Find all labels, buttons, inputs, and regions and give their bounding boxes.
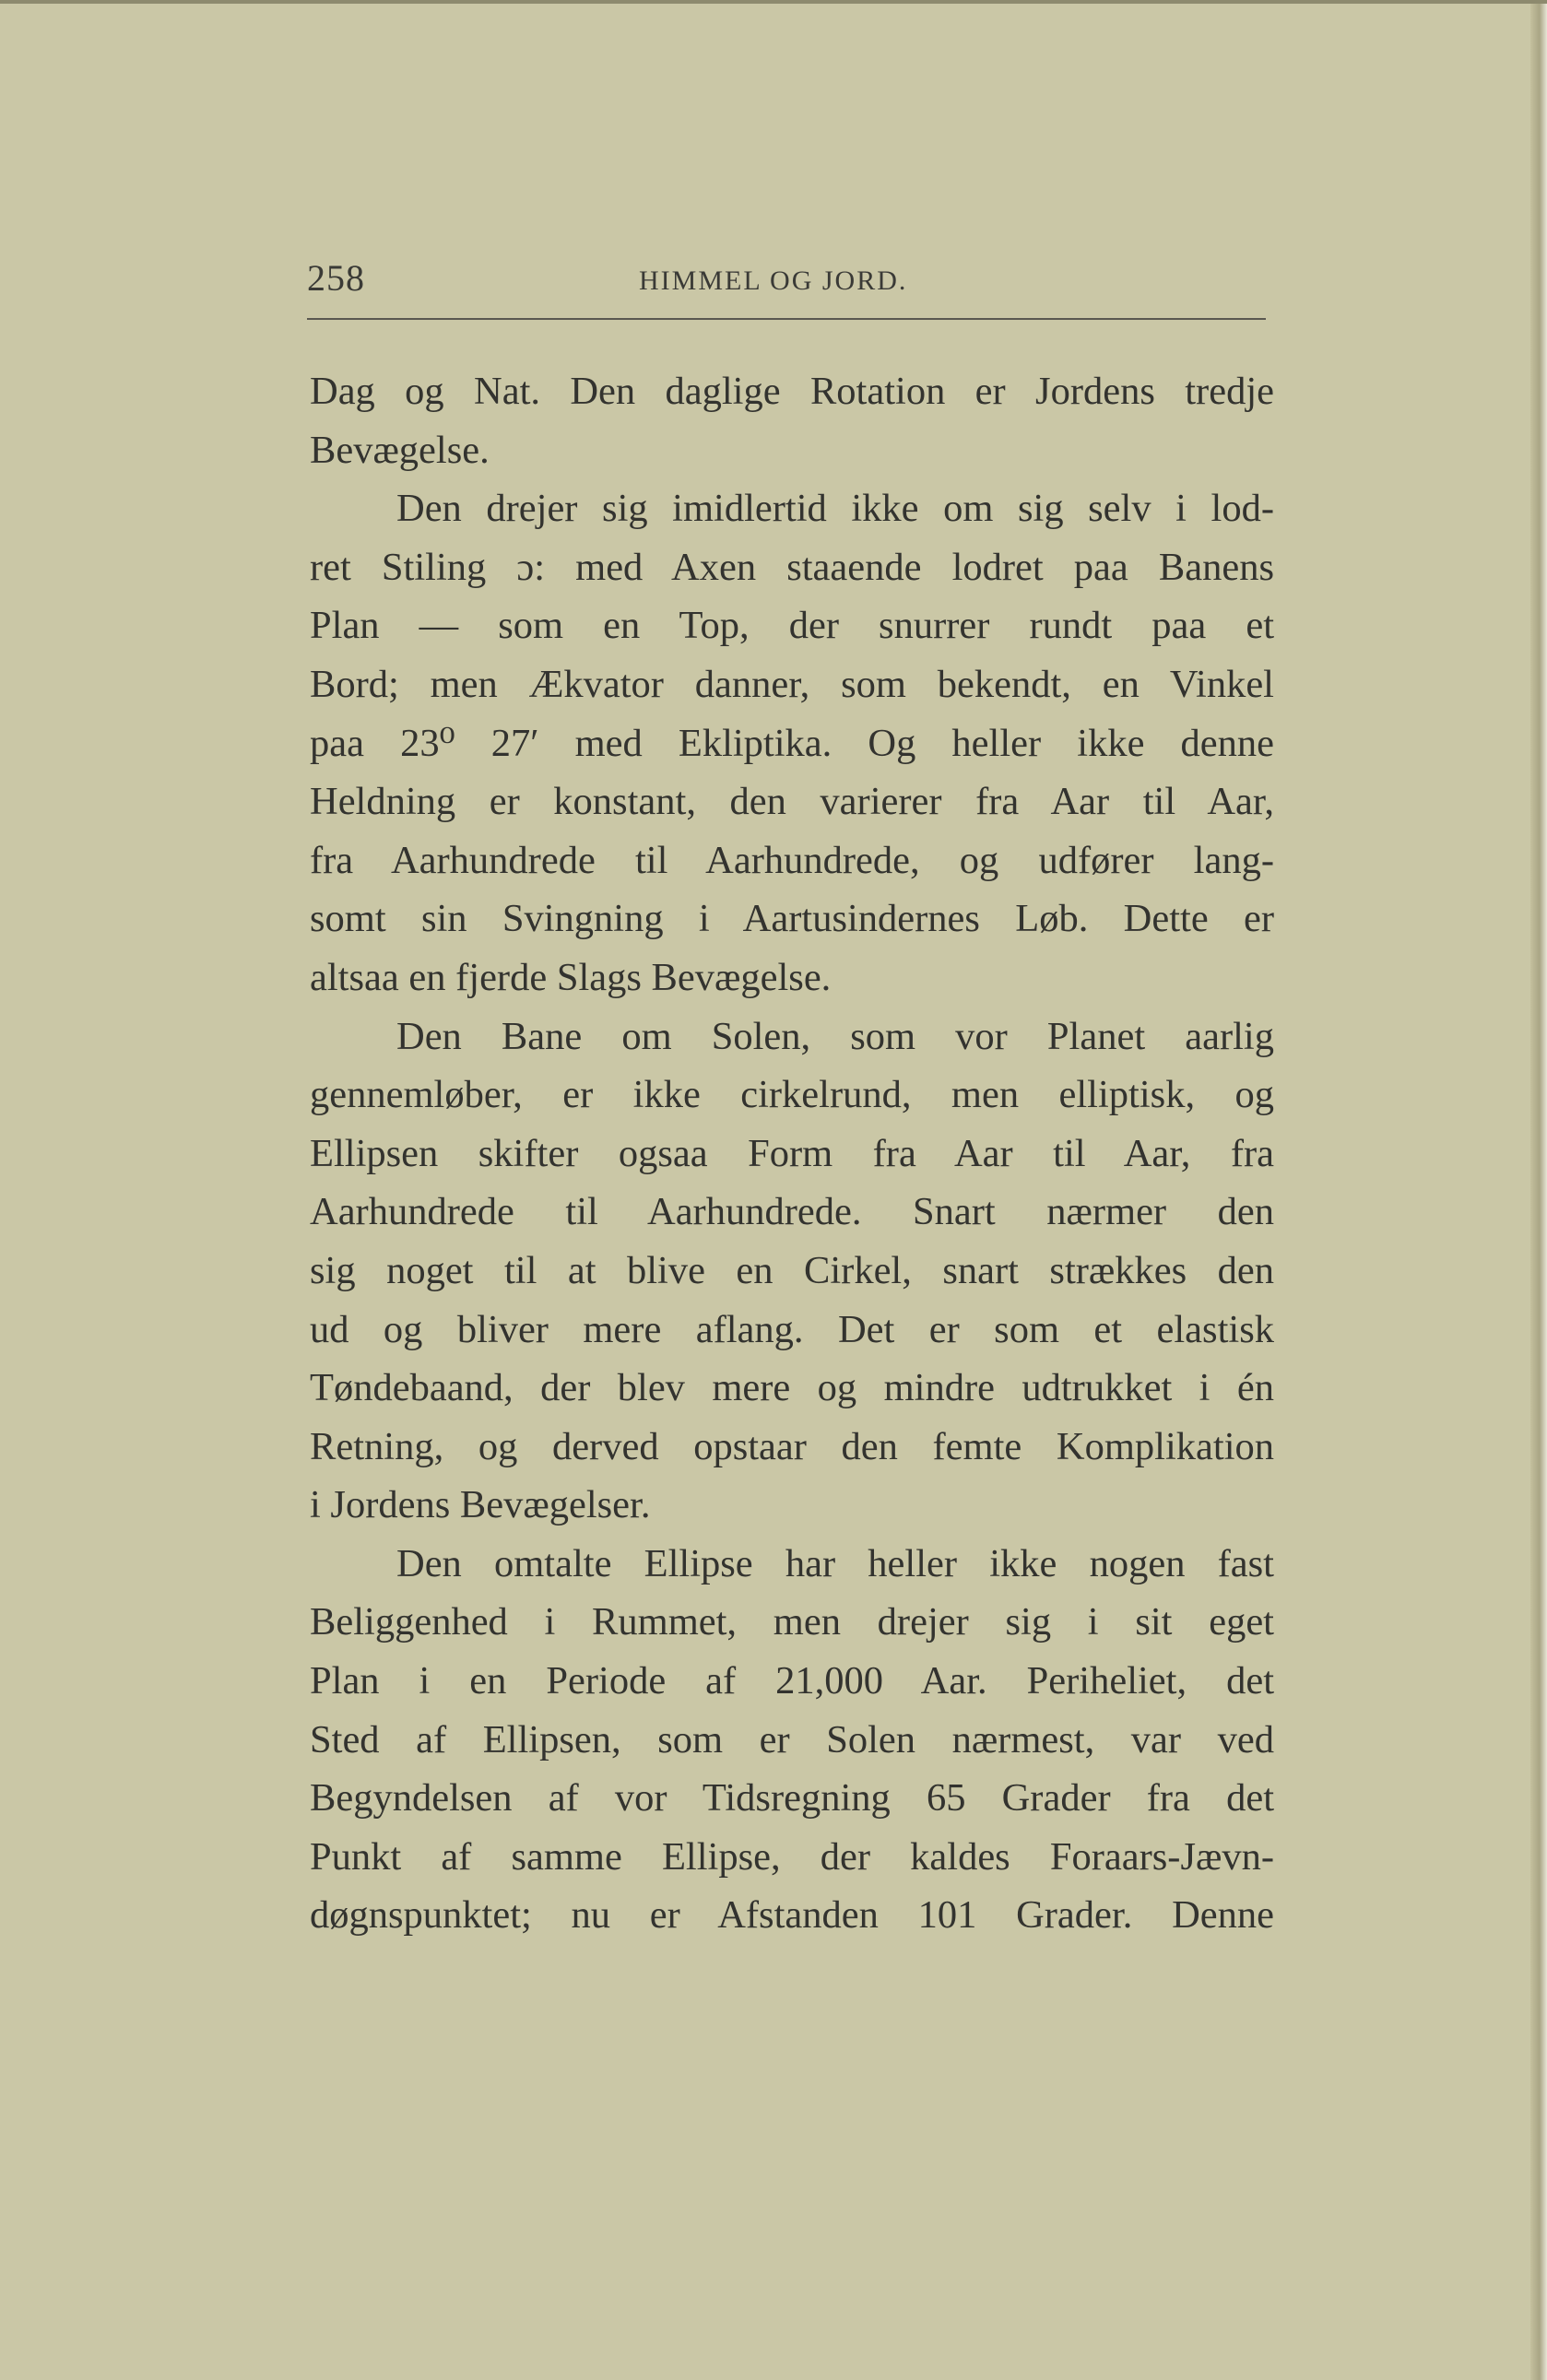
top-edge: [0, 0, 1547, 4]
running-head: HIMMEL OG JORD.: [639, 265, 908, 296]
text-line: Begyndelsen af vor Tidsregning 65 Grader fra det: [310, 1776, 1274, 1820]
text-line: fra Aarhundrede til Aarhundrede, og udfører lang-: [310, 838, 1274, 882]
text-line: paa 23⁰ 27′ med Ekliptika. Og heller ikke denne: [310, 721, 1274, 765]
body-text: [310, 362, 1274, 1945]
text-line: døgnspunktet; nu er Afstanden 101 Grader. Denne: [310, 1893, 1274, 1938]
page-edge: [1530, 0, 1547, 2380]
text-line: Tøndebaand, der blev mere og mindre udtrukket i én: [310, 1366, 1274, 1410]
text-line: Aarhundrede til Aarhundrede. Snart nærmer den: [310, 1190, 1274, 1234]
text-line: Ellipsen skifter ogsaa Form fra Aar til Aar, fra: [310, 1131, 1274, 1175]
text-line: Bevægelse.: [310, 428, 490, 472]
text-line: i Jordens Bevægelser.: [310, 1483, 651, 1527]
text-line: altsaa en fjerde Slags Bevægelse.: [310, 955, 832, 999]
text-line: Den omtalte Ellipse har heller ikke nogen fast: [396, 1541, 1274, 1585]
text-line: Den Bane om Solen, som vor Planet aarlig: [396, 1014, 1274, 1058]
text-line: Plan i en Periode af 21,000 Aar. Periheliet, det: [310, 1659, 1274, 1703]
text-line: Retning, og derved opstaar den femte Komplikation: [310, 1424, 1274, 1468]
text-line: Bord; men Ækvator danner, som bekendt, en Vinkel: [310, 662, 1274, 706]
header-rule: [307, 318, 1266, 320]
text-line: ud og bliver mere aflang. Det er som et elastisk: [310, 1307, 1274, 1351]
text-line: sig noget til at blive en Cirkel, snart strækkes den: [310, 1248, 1274, 1292]
text-line: ret Stiling ɔ: med Axen staaende lodret paa Banens: [310, 545, 1274, 589]
text-line: Den drejer sig imidlertid ikke om sig selv i lod-: [396, 487, 1274, 531]
text-line: Plan — som en Top, der snurrer rundt paa et: [310, 604, 1274, 648]
text-line: gennemløber, er ikke cirkelrund, men elliptisk, og: [310, 1073, 1274, 1117]
text-line: Heldning er konstant, den varierer fra Aar til Aar,: [310, 780, 1274, 824]
text-line: Punkt af samme Ellipse, der kaldes Foraars-Jævn-: [310, 1834, 1274, 1879]
text-line: Beliggenhed i Rummet, men drejer sig i sit eget: [310, 1600, 1274, 1644]
text-line: Dag og Nat. Den daglige Rotation er Jordens tredje: [310, 370, 1274, 413]
page-header: [307, 249, 1266, 304]
text-line: Sted af Ellipsen, som er Solen nærmest, var ved: [310, 1717, 1274, 1761]
page-number: 258: [307, 257, 365, 299]
text-line: somt sin Svingning i Aartusindernes Løb. Dette er: [310, 897, 1274, 941]
